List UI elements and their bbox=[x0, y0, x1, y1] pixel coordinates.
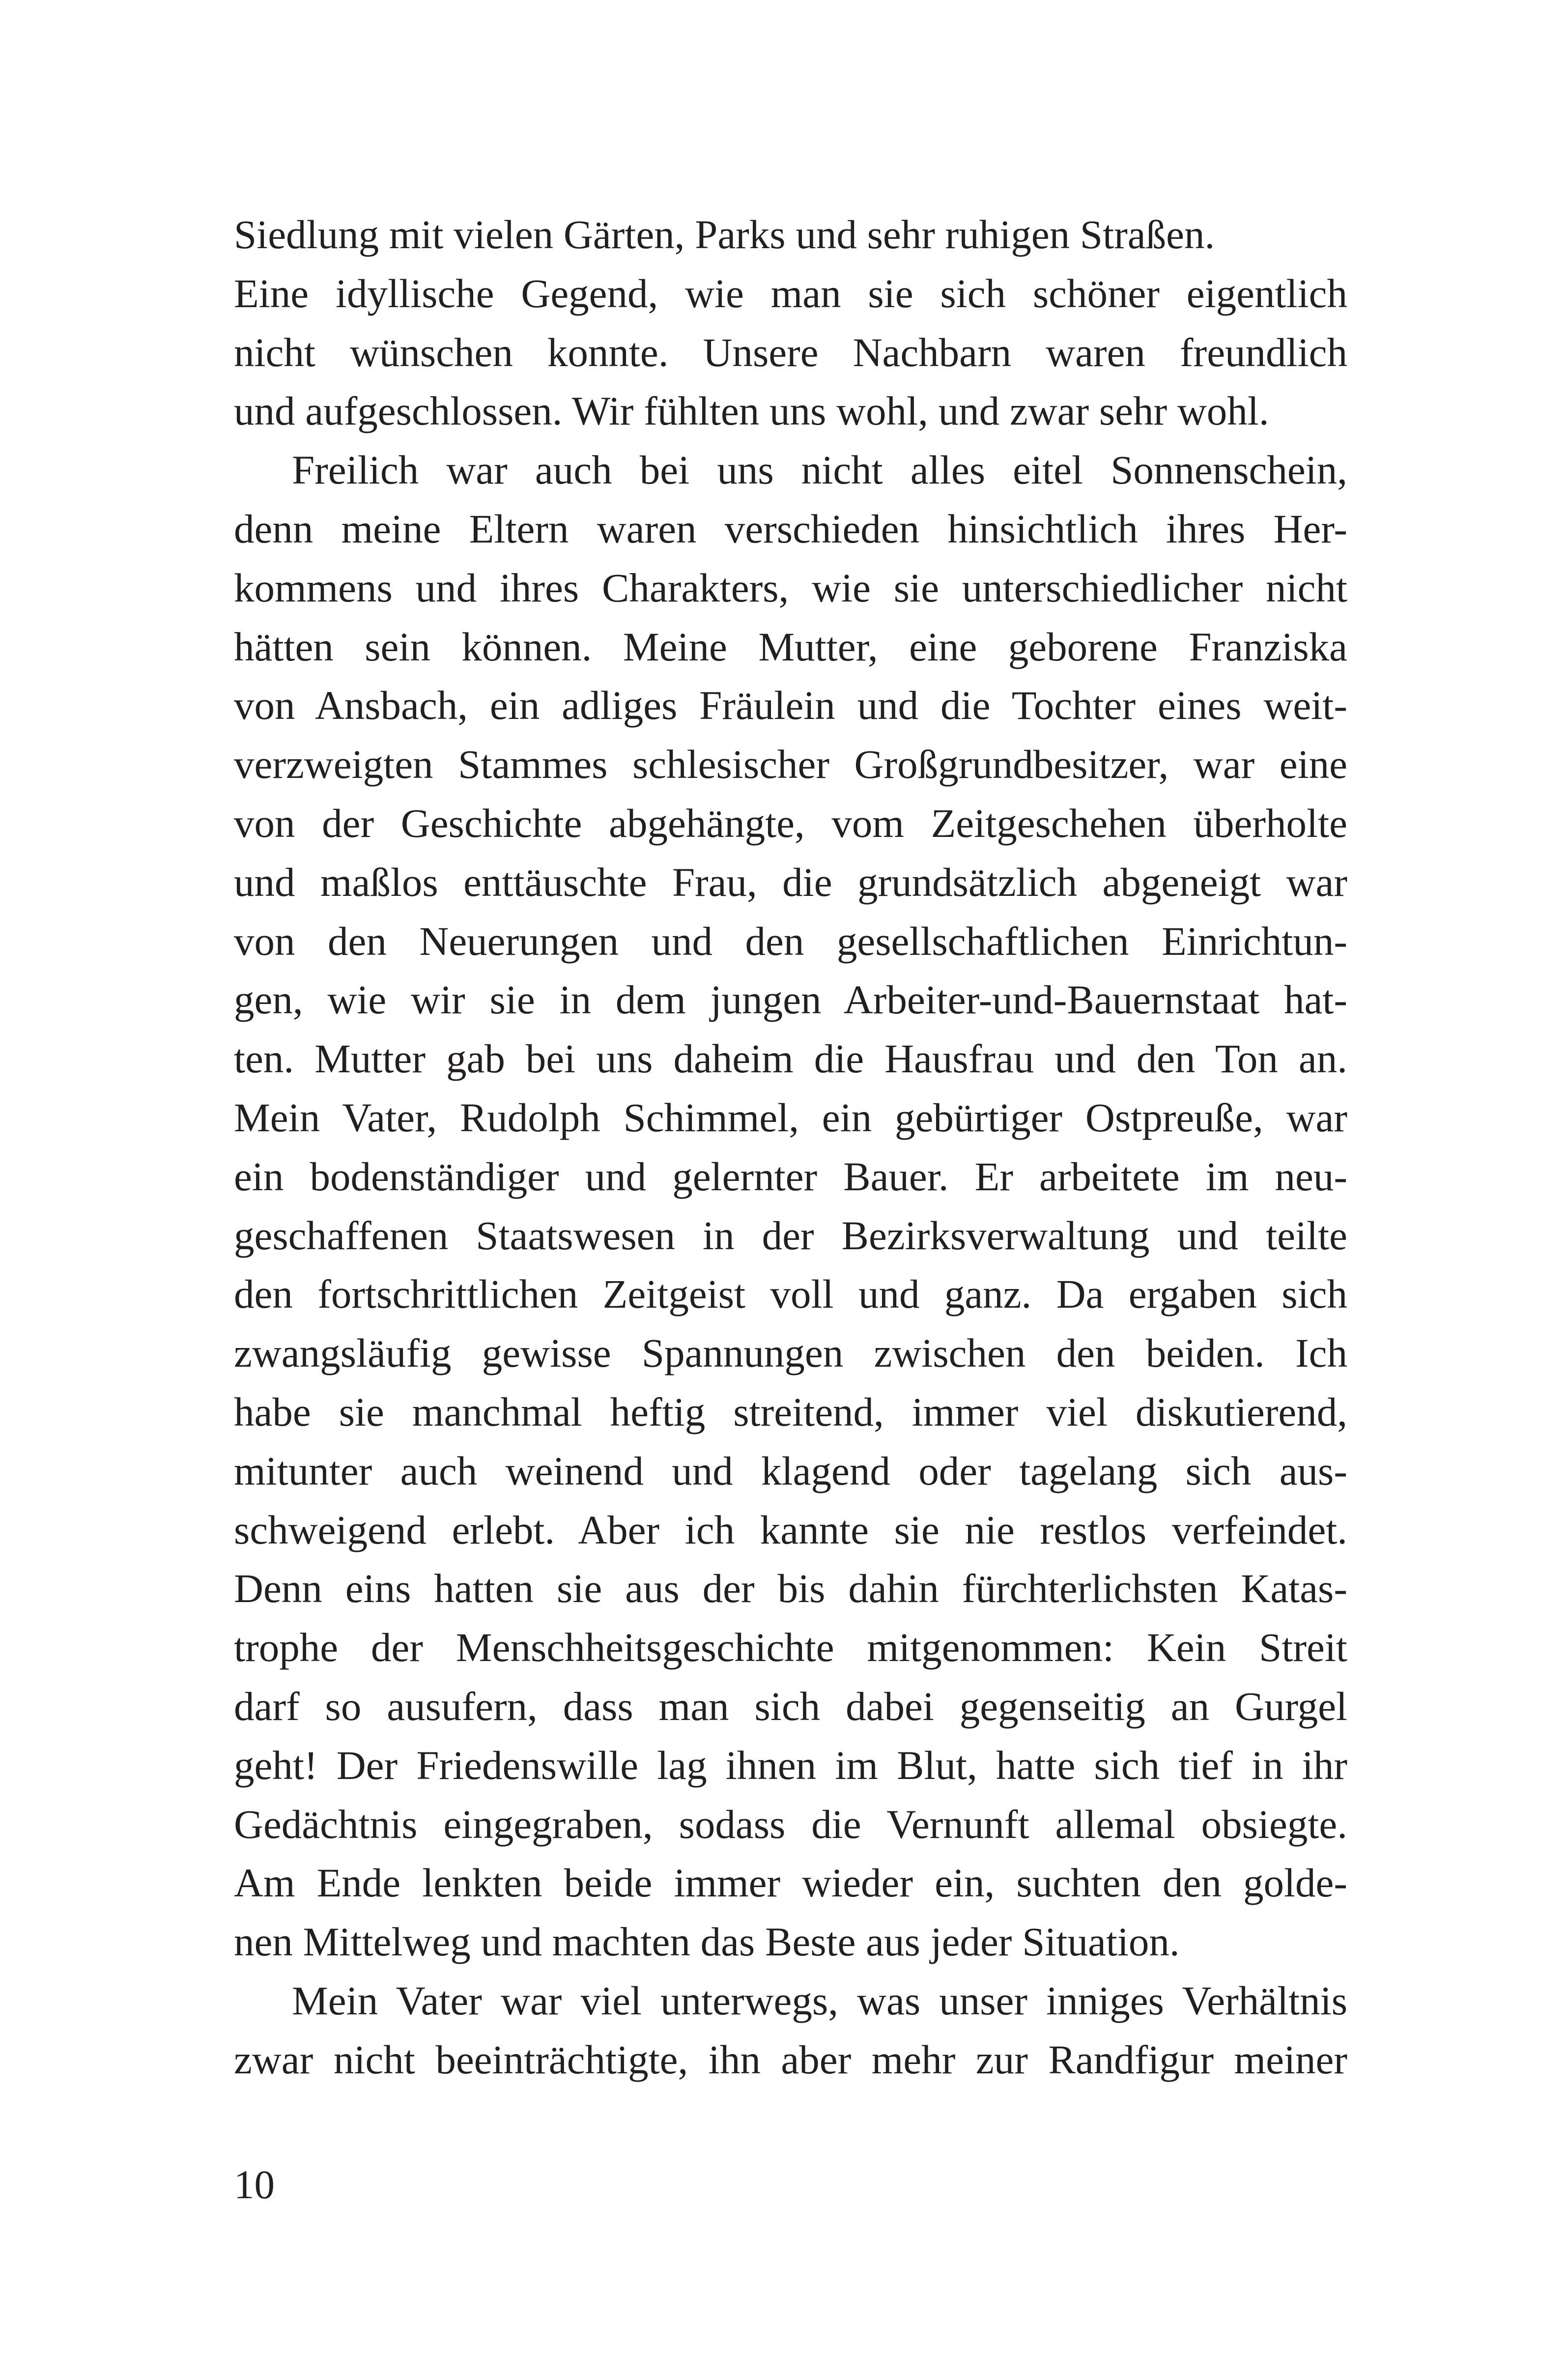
text-line: habe sie manchmal heftig streitend, immer viel diskutierend, bbox=[234, 1389, 1347, 1434]
text-line: und maßlos enttäuschte Frau, die grundsätzlich abgeneigt war bbox=[234, 859, 1347, 905]
text-line: ein bodenständiger und gelernter Bauer. Er arbeitete im neu- bbox=[234, 1153, 1347, 1199]
page-number: 10 bbox=[234, 2162, 275, 2207]
text-line: schweigend erlebt. Aber ich kannte sie nie restlos verfeindet. bbox=[234, 1507, 1347, 1552]
text-line: den fortschrittlichen Zeitgeist voll und ganz. Da ergaben sich bbox=[234, 1271, 1347, 1317]
text-line: geschaffenen Staatswesen in der Bezirksverwaltung und teilte bbox=[234, 1212, 1347, 1258]
text-line: nicht wünschen konnte. Unsere Nachbarn waren freundlich bbox=[234, 329, 1347, 375]
body-text bbox=[234, 205, 1347, 2090]
text-line: mitunter auch weinend und klagend oder tagelang sich aus- bbox=[234, 1448, 1347, 1493]
text-line: nen Mittelweg und machten das Beste aus jeder Situation. bbox=[234, 1919, 1180, 1965]
text-line: zwangsläufig gewisse Spannungen zwischen den beiden. Ich bbox=[234, 1330, 1347, 1376]
text-line: zwar nicht beeinträchtigte, ihn aber mehr zur Randfigur meiner bbox=[234, 2036, 1347, 2082]
text-line: darf so ausufern, dass man sich dabei gegenseitig an Gurgel bbox=[234, 1683, 1347, 1729]
text-line: geht! Der Friedenswille lag ihnen im Blut, hatte sich tief in ihr bbox=[234, 1742, 1347, 1788]
text-line: gen, wie wir sie in dem jungen Arbeiter-und-Bauernstaat hat- bbox=[234, 977, 1347, 1023]
text-line: Freilich war auch bei uns nicht alles eitel Sonnenschein, bbox=[292, 447, 1347, 493]
text-line: von der Geschichte abgehängte, vom Zeitgeschehen überholte bbox=[234, 800, 1347, 846]
text-line: Am Ende lenkten beide immer wieder ein, suchten den golde- bbox=[234, 1860, 1347, 1906]
text-line: Denn eins hatten sie aus der bis dahin fürchterlichsten Katas- bbox=[234, 1566, 1347, 1611]
text-line: Siedlung mit vielen Gärten, Parks und sehr ruhigen Straßen. bbox=[234, 212, 1215, 257]
text-line: ten. Mutter gab bei uns daheim die Hausfrau und den Ton an. bbox=[234, 1036, 1347, 1082]
text-line: von den Neuerungen und den gesellschaftlichen Einrichtun- bbox=[234, 918, 1347, 964]
text-line: von Ansbach, ein adliges Fräulein und die Tochter eines weit- bbox=[234, 683, 1347, 728]
text-line: Mein Vater war viel unterwegs, was unser inniges Verhältnis bbox=[292, 1978, 1347, 2023]
text-line: denn meine Eltern waren verschieden hinsichtlich ihres Her- bbox=[234, 506, 1347, 551]
text-line: kommens und ihres Charakters, wie sie unterschiedlicher nicht bbox=[234, 565, 1347, 610]
text-line: Eine idyllische Gegend, wie man sie sich schöner eigentlich bbox=[234, 270, 1347, 316]
text-line: hätten sein können. Meine Mutter, eine geborene Franziska bbox=[234, 624, 1347, 669]
text-line: Mein Vater, Rudolph Schimmel, ein gebürtiger Ostpreuße, war bbox=[234, 1094, 1347, 1140]
text-line: und aufgeschlossen. Wir fühlten uns wohl, und zwar sehr wohl. bbox=[234, 388, 1269, 434]
text-line: Gedächtnis eingegraben, sodass die Vernunft allemal obsiegte. bbox=[234, 1801, 1347, 1847]
text-line: verzweigten Stammes schlesischer Großgrundbesitzer, war eine bbox=[234, 742, 1347, 787]
text-line: trophe der Menschheitsgeschichte mitgenommen: Kein Streit bbox=[234, 1625, 1347, 1670]
